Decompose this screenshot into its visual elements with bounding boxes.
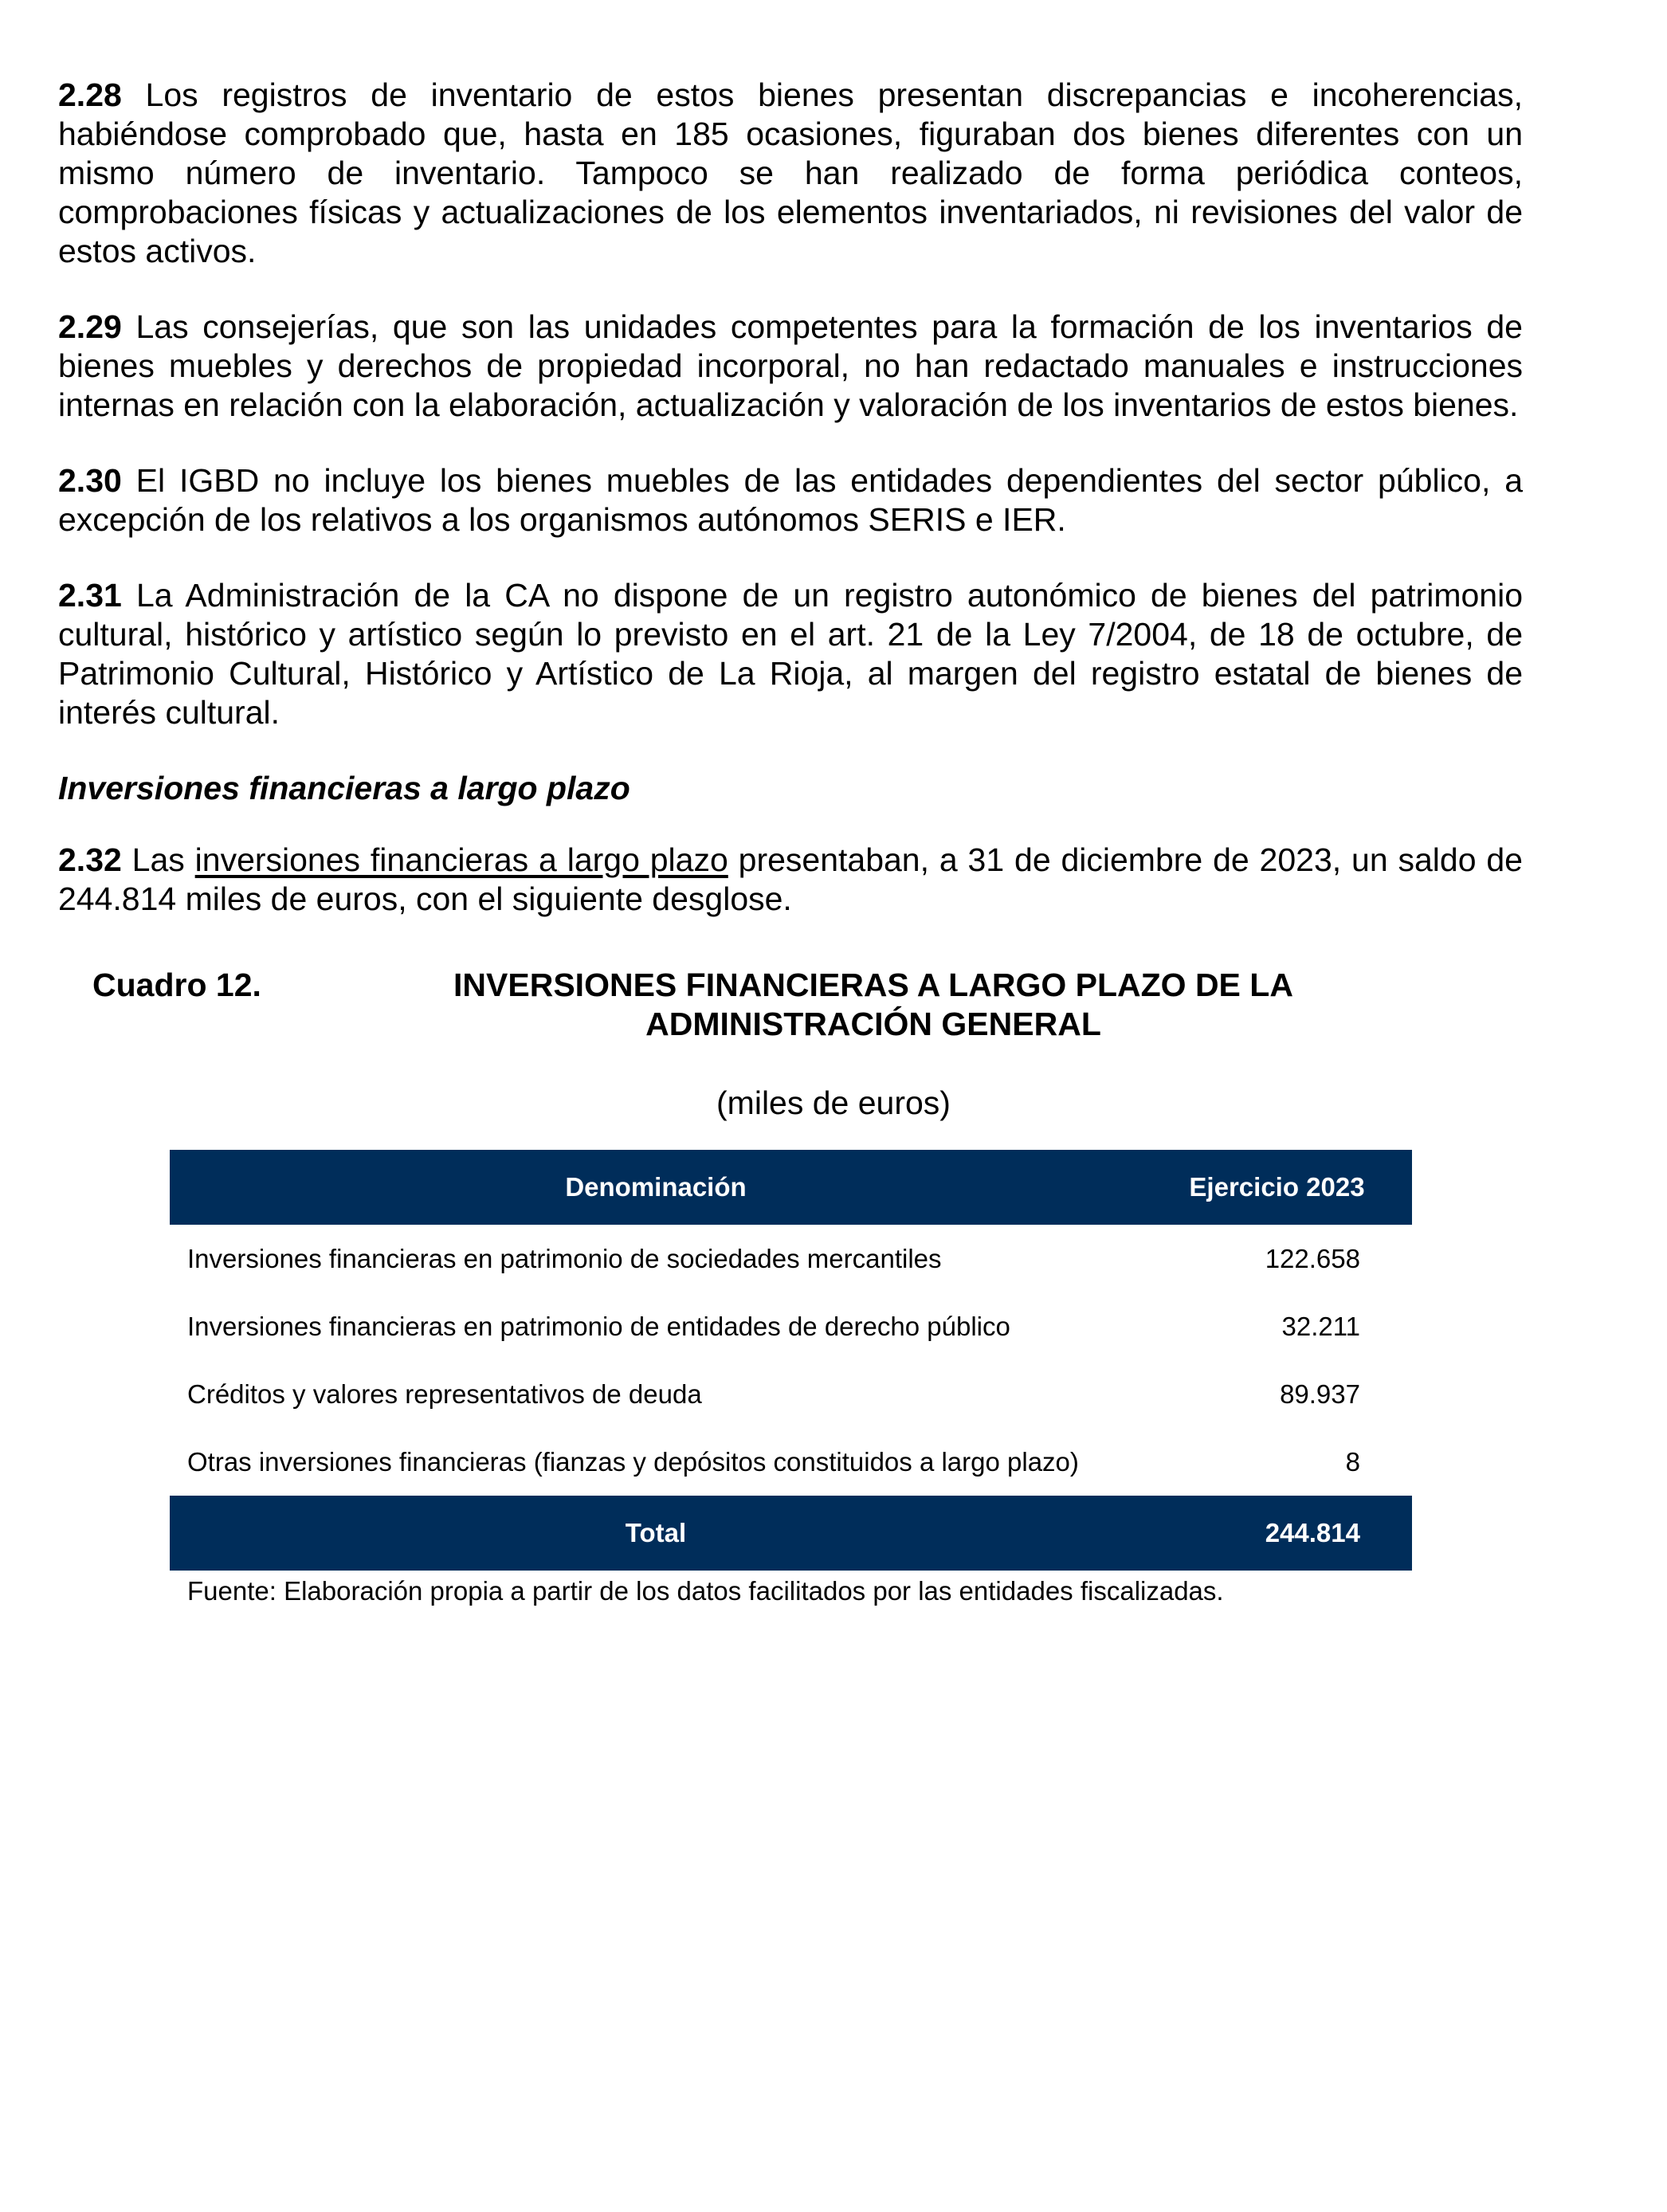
paragraph-text: El IGBD no incluye los bienes muebles de las entidades dependientes del sector público, a excepción de los relativos a los organismos autónomos SERIS e IER. <box>58 462 1523 538</box>
row-label: Otras inversiones financieras (fianzas y depósitos constituidos a largo plazo) <box>187 1446 1079 1477</box>
row-value: 122.658 <box>1265 1243 1360 1273</box>
financial-investments-table <box>170 1150 1412 1607</box>
paragraph-2-29 <box>58 308 1523 425</box>
header-denominacion: Denominación <box>565 1172 747 1202</box>
row-value: 89.937 <box>1280 1379 1360 1409</box>
table-units: (miles de euros) <box>716 1084 951 1121</box>
paragraph-number: 2.29 <box>58 308 122 345</box>
underlined-term: inversiones financieras a largo plazo <box>194 841 728 878</box>
paragraph-number: 2.30 <box>58 462 122 499</box>
row-value: 8 <box>1345 1446 1360 1477</box>
paragraph-text: Los registros de inventario de estos bienes presentan discrepancias e incoherencias, habiéndose comprobado que, hasta en 185 ocasiones, figuraban dos bienes diferentes con un mismo número de inventario. Tampoco se han realizado de forma periódica conteos, comprobaciones físicas y actualizaciones de los elementos inventariados, ni revisiones del valor de estos activos. <box>58 76 1523 269</box>
paragraph-text-pre: Las <box>121 841 195 878</box>
row-label: Inversiones financieras en patrimonio de entidades de derecho público <box>187 1311 1010 1341</box>
row-label: Inversiones financieras en patrimonio de sociedades mercantiles <box>187 1243 942 1273</box>
table-number: Cuadro 12. <box>92 967 261 1003</box>
paragraph-2-32 <box>58 841 1523 919</box>
paragraph-text-post: presentaban, a 31 de diciembre de 2023, un saldo de 244.814 miles de euros, con el siguiente desglose. <box>58 841 1523 917</box>
paragraph-number: 2.32 <box>58 841 122 878</box>
paragraph-number: 2.28 <box>58 76 122 113</box>
paragraph-2-28 <box>58 76 1523 271</box>
section-heading: Inversiones financieras a largo plazo <box>58 770 630 806</box>
table-row <box>170 1360 1412 1428</box>
table-body <box>170 1225 1412 1496</box>
row-value: 32.211 <box>1281 1311 1360 1341</box>
paragraph-2-31 <box>58 576 1523 732</box>
row-label: Créditos y valores representativos de deuda <box>187 1379 702 1409</box>
table-row <box>170 1225 1412 1292</box>
table-row <box>170 1292 1412 1360</box>
table-total-row <box>170 1496 1412 1571</box>
paragraph-2-30 <box>58 461 1523 539</box>
table-source-note: Fuente: Elaboración propia a partir de los datos facilitados por las entidades fiscalizadas. <box>187 1576 1224 1606</box>
table-title: INVERSIONES FINANCIERAS A LARGO PLAZO DE LA ADMINISTRACIÓN GENERAL <box>453 967 1293 1042</box>
paragraph-text: Las consejerías, que son las unidades competentes para la formación de los inventarios de bienes muebles y derechos de propiedad incorporal, no han redactado manuales e instrucciones internas en relación con la elaboración, actualización y valoración de los inventarios de estos bienes. <box>58 308 1523 423</box>
total-label: Total <box>625 1518 687 1547</box>
paragraph-text: La Administración de la CA no dispone de un registro autonómico de bienes del patrimonio cultural, histórico y artístico según lo previsto en el art. 21 de la Ley 7/2004, de 18 de octubre, de Patrimonio Cultural, Histórico y Artístico de La Rioja, al margen del registro estatal de bienes de interés cultural. <box>58 577 1523 731</box>
table-header <box>170 1150 1412 1225</box>
table-row <box>170 1428 1412 1496</box>
paragraph-number: 2.31 <box>58 577 122 614</box>
header-ejercicio: Ejercicio 2023 <box>1189 1172 1365 1202</box>
document-body <box>58 76 1523 955</box>
total-value: 244.814 <box>1265 1518 1360 1547</box>
